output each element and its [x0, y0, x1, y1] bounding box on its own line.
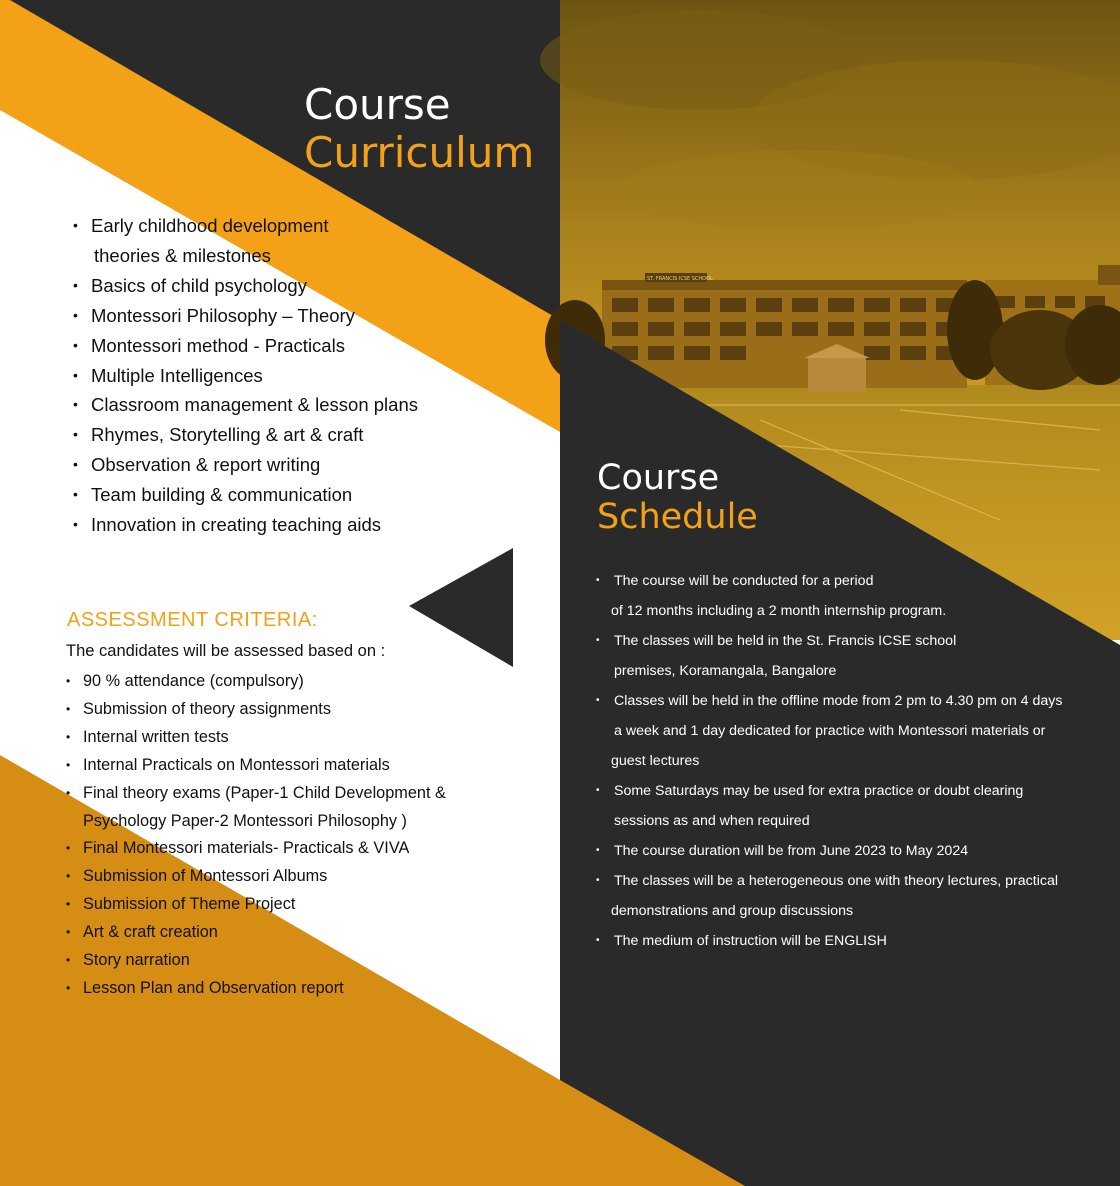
curriculum-title-line1: Course [304, 80, 451, 129]
list-item: • Submission of theory assignments [66, 696, 536, 724]
list-item: • Some Saturdays may be used for extra practice or doubt clearing sessions as and when required [596, 776, 1096, 836]
schedule-title-line2: Schedule [597, 497, 758, 537]
list-item: • Lesson Plan and Observation report [66, 975, 536, 1003]
list-item: • Basics of child psychology [72, 271, 542, 301]
schedule-title-line1: Course [597, 458, 720, 498]
curriculum-list [72, 211, 542, 540]
list-item: • The course will be conducted for a period of 12 months including a 2 month internship program. [596, 566, 1096, 626]
list-item: • The medium of instruction will be ENGLISH [596, 926, 1096, 956]
list-item: • Rhymes, Storytelling & art & craft [72, 420, 542, 450]
triangle-pointer-icon [409, 548, 513, 667]
schedule-list [596, 566, 1096, 956]
list-item: • Final Montessori materials- Practicals & VIVA [66, 835, 536, 863]
list-item: • Observation & report writing [72, 450, 542, 480]
list-item: • Art & craft creation [66, 919, 536, 947]
list-item: • Innovation in creating teaching aids [72, 510, 542, 540]
list-item: • Multiple Intelligences [72, 361, 542, 391]
list-item: • Internal Practicals on Montessori materials [66, 752, 536, 780]
list-item: • Classes will be held in the offline mode from 2 pm to 4.30 pm on 4 days a week and 1 day dedicated for practice with Montessori materials or guest lectures [596, 686, 1096, 776]
assessment-intro: The candidates will be assessed based on : [66, 642, 386, 660]
curriculum-title-line2: Curriculum [304, 128, 535, 177]
list-item: • Classroom management & lesson plans [72, 390, 542, 420]
list-item: • Final theory exams (Paper-1 Child Development & Psychology Paper-2 Montessori Philosophy ) [66, 780, 536, 836]
school-sign: ST. FRANCIS ICSE SCHOOL [647, 276, 713, 282]
list-item: • 90 % attendance (compulsory) [66, 668, 536, 696]
list-item: • Montessori method - Practicals [72, 331, 542, 361]
list-item: • Montessori Philosophy – Theory [72, 301, 542, 331]
assessment-list [66, 668, 536, 1003]
list-item: • Submission of Theme Project [66, 891, 536, 919]
list-item: • The course duration will be from June 2023 to May 2024 [596, 836, 1096, 866]
list-item: • Story narration [66, 947, 536, 975]
list-item: • Early childhood development theories & milestones [72, 211, 542, 271]
list-item: • Internal written tests [66, 724, 536, 752]
list-item: • The classes will be a heterogeneous one with theory lectures, practical demonstrations and group discussions [596, 866, 1096, 926]
list-item: • The classes will be held in the St. Francis ICSE school premises, Koramangala, Bangalore [596, 626, 1096, 686]
assessment-title: ASSESSMENT CRITERIA: [67, 609, 318, 631]
list-item: • Submission of Montessori Albums [66, 863, 536, 891]
list-item: • Team building & communication [72, 480, 542, 510]
